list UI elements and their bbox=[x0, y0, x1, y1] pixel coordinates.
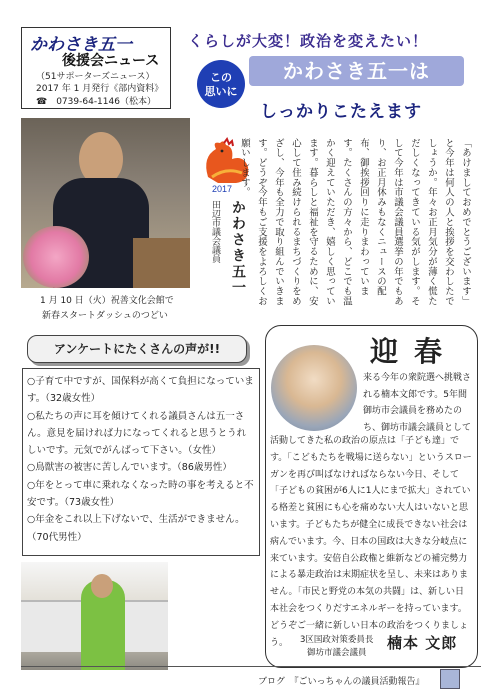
podium bbox=[133, 238, 190, 288]
welcome-body: 活動してきた私の政治の原点は「子ども達」です。「こどもたちを戦場に送らない」というスローガンを再び叫ばなければならない今日、そして「子どもの貧困が6人に1人にまで拡大」されている格差と貧困にも心を痛めない大人はいないと思います。子どもたちが健全に成長できない社会は病んでいます。今、日本の国政は大きな分岐点に来ています。安倍自公政権と維新などの補完勢力による暴走政治は末期症状を呈し、未来はありません。「市民と野党の本気の共闘」は、新しい日本社会をつくりだすエネルギーを持っています。どうぞご一緒に新しい日本の政治をつくりましょう。 bbox=[270, 436, 472, 648]
portrait-photo bbox=[271, 345, 357, 431]
survey-heading: アンケートにたくさんの声が!! bbox=[27, 335, 247, 363]
survey-item: ○年金をこれ以上下げないで、生活ができません。（70代男性） bbox=[27, 514, 245, 543]
masthead-tel: ☎ 0739-64-1146（松本） bbox=[36, 97, 156, 107]
masthead-paren: （51サポーターズニュース） bbox=[36, 72, 155, 82]
flowers bbox=[23, 226, 89, 288]
photo-caption-1: 1 月 10 日（火）祝善文化会館で bbox=[40, 296, 174, 306]
signature-role-1: 3区国政対策委員長 bbox=[300, 635, 374, 645]
footer-blog[interactable]: ブログ 『ごいっちゃんの議員活動報告』 bbox=[258, 677, 425, 687]
welcome-lead: 来る今年の衆院選へ挑戦される楠本文郎です。5年間御坊市会議員を務めたのち、御坊市議会議員として bbox=[363, 373, 472, 433]
survey-item: ○年をとって車に乗れなくなった時の事を考えると不安です。（73歳女性） bbox=[27, 479, 254, 509]
greeting-text: 「あけましておめでとうございます」と今年は何人の人と挨拶を交わしたでしょうか。年々お正月気分が薄く慌ただしくなってきている気がします。そして今年は市議会議員選挙の年でもあり、お正月休みもなくニュースの配布、御挨拶回りに走りまわっています。たくさんの方々から、どこでも温かく迎えていただき、嬉しく思っています。暮らしと福祉を守るために、安心して住み続けられるまちづくりをめざし、今年も全力で取り組んでいきます。どうぞ今年もご支援をよろしくお願いします。 bbox=[239, 138, 471, 307]
banner-subtitle: しっかりこたえます bbox=[260, 102, 422, 122]
qr-icon bbox=[440, 669, 460, 689]
person-head bbox=[91, 574, 113, 598]
slogan: くらしが大変！政治を変えたい！ bbox=[188, 32, 429, 50]
rooster-year: 2017 bbox=[212, 184, 233, 194]
photo-caption-2: 新春スタートダッシュのつどい bbox=[42, 311, 168, 321]
street-photo bbox=[21, 562, 168, 670]
survey-item: ○鳥獣害の被害に苦しんでいます。（86歳男性） bbox=[27, 462, 232, 474]
speech-photo bbox=[21, 118, 190, 288]
survey-item: ○子育て中ですが、国保料が高くて負担になっています。（32歳女性） bbox=[27, 376, 254, 405]
masthead-subtitle: 後援会ニュース bbox=[62, 53, 160, 69]
survey-item: ○私たちの声に耳を傾けてくれる議員さんは五一さん。意見を届ければ力になってくれると思うとうれしいです。元気でがんばって下さい。（女性） bbox=[27, 410, 247, 457]
welcome-heading: 迎春 bbox=[370, 335, 459, 368]
footer-divider bbox=[21, 666, 481, 667]
survey-box bbox=[22, 368, 260, 556]
masthead-box bbox=[21, 27, 171, 109]
byline-role: 田辺市議会議員 bbox=[210, 200, 220, 263]
bubble-badge: この 思いに bbox=[197, 60, 245, 108]
masthead-issue: 2017 年 1 月発行《部内資料》 bbox=[36, 84, 164, 94]
masthead-title: かわさき五一 bbox=[30, 35, 132, 55]
signature-role-2: 御坊市議会議員 bbox=[307, 648, 367, 658]
signature-name: 楠本 文郎 bbox=[387, 634, 458, 652]
banner-title: かわさき五一は bbox=[249, 56, 464, 86]
byline-name: かわさき五一 bbox=[230, 200, 246, 296]
